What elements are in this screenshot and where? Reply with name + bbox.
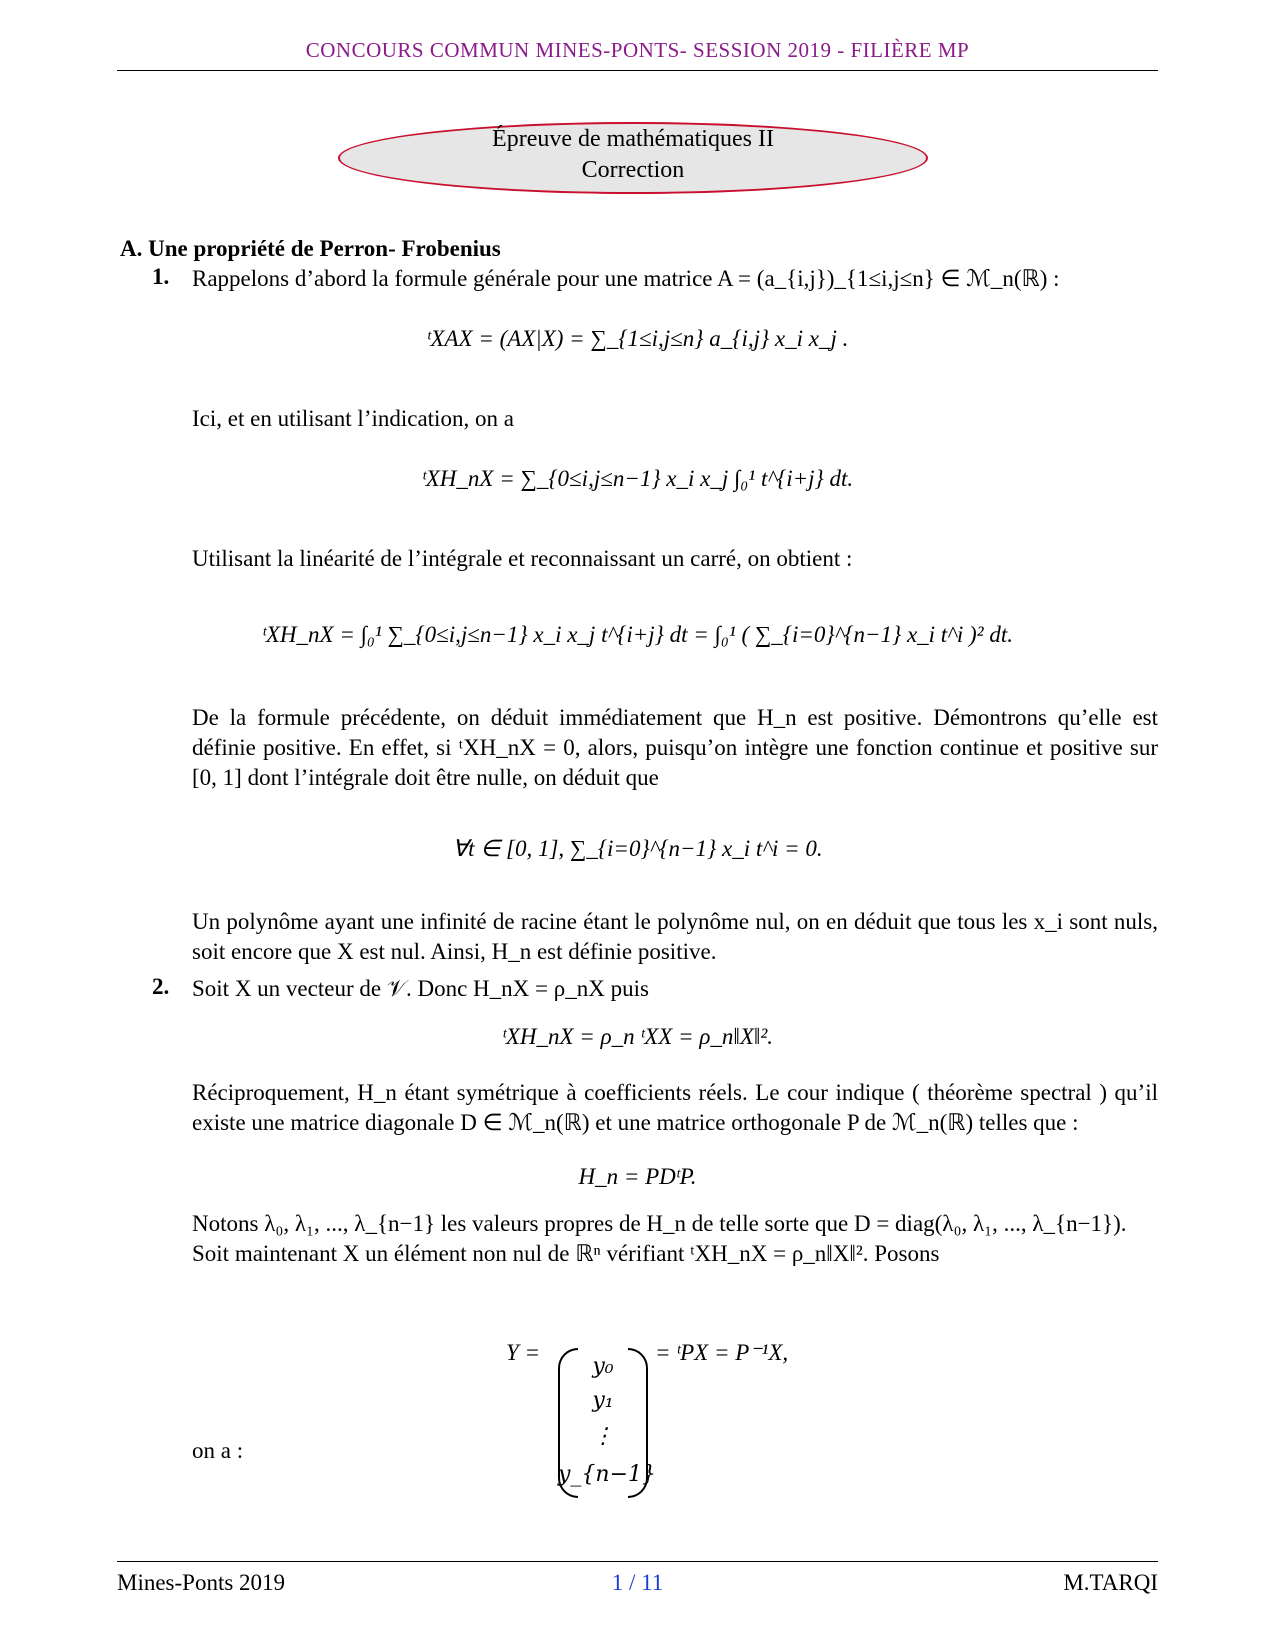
q2-text-2: Réciproquement, H_n étant symétrique à coefficients réels. Le cour indique ( théorème spectral ) qu’il existe une matrice diagonale D ∈ ℳ_n(ℝ) et une matrice orthogonale P de ℳ_n(ℝ) telles que :	[192, 1080, 1158, 1135]
section-heading: A. Une propriété de Perron- Frobenius	[120, 236, 501, 261]
footer-author: M.TARQI	[1063, 1570, 1158, 1595]
vector-entry-dots: ⋮	[592, 1424, 614, 1449]
q2-intro: Soit X un vecteur de 𝒱. Donc H_nX = ρ_nX puis	[192, 976, 649, 1001]
vector-entry-yn-1: y_{n−1}	[558, 1462, 657, 1487]
q2-equation-3-rhs: = ᵗPX = P⁻¹X,	[655, 1340, 789, 1365]
title-line-1: Épreuve de mathématiques II	[492, 126, 774, 152]
q1-text-3: Utilisant la linéarité de l’intégrale et reconnaissant un carré, on obtient :	[192, 546, 853, 571]
q1-equation-2: ᵗXH_nX = ∑_{0≤i,j≤n−1} x_i x_j ∫₀¹ t^{i+j} dt.	[421, 466, 854, 491]
q2-equation-1: ᵗXH_nX = ρ_n ᵗXX = ρ_n‖X‖².	[501, 1024, 773, 1049]
page-header: CONCOURS COMMUN MINES-PONTS- SESSION 2019 - FILIÈRE MP	[305, 38, 970, 62]
q2-text-4: on a :	[192, 1438, 244, 1463]
q1-intro: Rappelons d’abord la formule générale pour une matrice A = (a_{i,j})_{1≤i,j≤n} ∈ ℳ_n(ℝ) :	[192, 266, 1060, 291]
q1-equation-4: ∀t ∈ [0, 1], ∑_{i=0}^{n−1} x_i t^i = 0.	[452, 836, 823, 861]
vector-entry-y1: y₁	[592, 1388, 614, 1413]
footer-rule	[117, 1561, 1158, 1562]
q1-equation-1: ᵗXAX = (AX|X) = ∑_{1≤i,j≤n} a_{i,j} x_i x_j .	[426, 326, 849, 351]
q1-equation-3: ᵗXH_nX = ∫₀¹ ∑_{0≤i,j≤n−1} x_i x_j t^{i+j} dt = ∫₀¹ ( ∑_{i=0}^{n−1} x_i t^i )² dt.	[262, 622, 1013, 647]
footer-left: Mines-Ponts 2019	[117, 1570, 286, 1595]
q2-text-3: Notons λ₀, λ₁, ..., λ_{n−1} les valeurs propres de H_n de telle sorte que D = diag(λ₀, λ₁, ..., λ_{n−1}). Soit maintenant X un élément non nul de ℝⁿ vérifiant ᵗXH_nX = ρ_n‖X‖². Posons	[192, 1211, 1127, 1266]
q2-equation-3-lhs: Y =	[505, 1340, 540, 1365]
title-line-2: Correction	[581, 157, 685, 183]
question-2-number: 2.	[152, 974, 170, 999]
page-number: 1 / 11	[611, 1570, 664, 1595]
q2-equation-2: H_n = PDᵗP.	[578, 1164, 697, 1189]
q1-text-5: Un polynôme ayant une infinité de racine étant le polynôme nul, on en déduit que tous les x_i sont nuls, soit encore que X est nul. Ainsi, H_n est définie positive.	[192, 909, 1158, 964]
header-rule	[117, 70, 1158, 71]
vector-entry-y0: y₀	[592, 1354, 614, 1379]
q1-text-4: De la formule précédente, on déduit immédiatement que H_n est positive. Démontrons qu’elle est définie positive. En effet, si ᵗXH_nX = 0, alors, puisqu’on intègre une fonction continue et positive sur [0, 1] dont l’intégrale doit être nulle, on déduit que	[192, 705, 1158, 790]
column-vector-y	[558, 1348, 657, 1500]
q1-text-2: Ici, et en utilisant l’indication, on a	[192, 406, 514, 431]
question-1-number: 1.	[152, 264, 170, 289]
title-block	[338, 124, 928, 186]
